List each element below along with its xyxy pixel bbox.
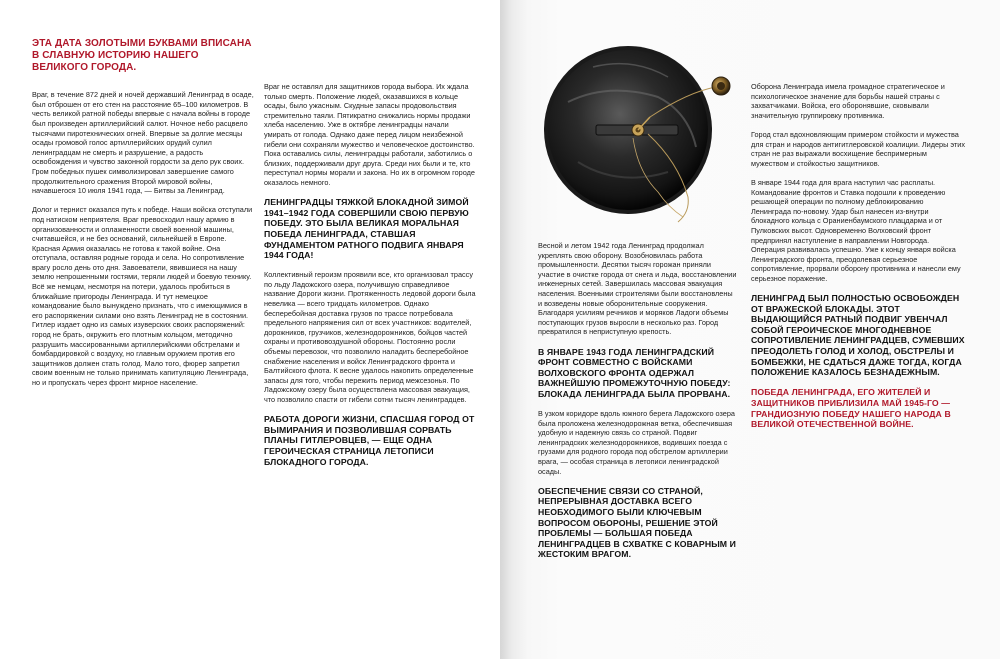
- pull-quote: ЛЕНИНГРАД БЫЛ ПОЛНОСТЬЮ ОСВОБОЖДЕН ОТ ВРАЖЕСКОЙ БЛОКАДЫ. ЭТОТ ВЫДАЮЩИЙСЯ РАТНЫЙ ПОДВИГ УВЕНЧАЛ СОБОЙ ГЕРОИЧЕСКОЕ МНОГОДНЕВНОЕ СОПРОТИВЛЕНИЕ ЛЕНИНГРАДЦЕВ, СУМЕВШИХ ПРЕОДОЛЕТЬ ГОЛОД И ХОЛОД, ОБСТРЕЛЫ И БОМБЕЖКИ, НЕ СДАТЬСЯ ДАЖЕ ТОГДА, КОГДА ПОЛОЖЕНИЕ КАЗАЛОСЬ БЕЗНАДЕЖНЫМ.: [751, 293, 965, 378]
- column-3: [538, 241, 738, 570]
- paragraph: Город стал вдохновляющим примером стойкости и мужества для стран и народов антигитлеровской коалиции. Лидеры этих стран не раз выражали восхищение беспримерным мужеством и стойкостью защитников.: [751, 129, 966, 168]
- blockade-loudspeaker-photo: [538, 22, 758, 232]
- paragraph: Долог и тернист оказался путь к победе. Наши войска отступали под натиском неприятеля. Враг превосходил нашу армию в организованности и оплаженности своей военной машины, считавшейся, и не без оснований, сильнейшей в Европе. Красная Армия оказалась не готова к такой войне. Она отступала, оставляя родные города и села. Но сопротивление врагу росло день ото дня. Завоеватели, явившиеся на нашу землю непрошенными гостями, теряли людей и боевую технику. Всё же немцам, несмотря на потери, удалось пробиться в ближайшие пригороды Ленинграда. И тут немецкое командование было вынуждено признать, что с имеющимися в его распоряжении силами оно взять Ленинград не в состоянии. Гитлер издает одно из самых изуверских своих распоряжений: город не брать, окружить его плотным кольцом, методично разрушить массированными артиллерийскими обстрелами и бомбардировкой с воздуху, но главным оружием против его защитников должен стать голод. Мало того, фюрер запретил своим военным не только принимать капитуляцию Ленинграда, но и пропускать через фронт мирное население.: [32, 205, 253, 388]
- paragraph: Оборона Ленинграда имела громадное стратегическое и психологическое значение для борьбы нашей страны с захватчиками. Войска, его оборонявшие, сковывали значительную группировку противника.: [751, 82, 945, 120]
- paragraph: Враг не оставлял для защитников города выбора. Их ждала только смерть. Положение людей, оказавшихся в кольце осады, было ужасным. Скудные запасы продовольствия стремительно таяли. Пятикратно снижались нормы продажи хлеба населению. Уже в октябре ленинградцы начали умирать от голода. Однако даже перед лицом неизбежной гибели они сохраняли мужество и человеческое достоинство. Пока оставались силы, ленинградцы работали, заботились о близких, поддерживали друг друга. Среди них были и те, кто переступал нормы морали и закона. Но их в огромном городе оказалось немного.: [264, 82, 475, 187]
- column-4: [751, 82, 965, 439]
- lead-red-heading: ЭТА ДАТА ЗОЛОТЫМИ БУКВАМИ ВПИСАНА В СЛАВНУЮ ИСТОРИЮ НАШЕГО ВЕЛИКОГО ГОРОДА.: [32, 38, 252, 74]
- loudspeaker-image: [538, 22, 758, 232]
- pull-quote: ОБЕСПЕЧЕНИЕ СВЯЗИ СО СТРАНОЙ, НЕПРЕРЫВНАЯ ДОСТАВКА ВСЕГО НЕОБХОДИМОГО БЫЛИ КЛЮЧЕВЫМ ВОПРОСОМ ОБОРОНЫ, РЕШЕНИЕ ЭТОЙ ПРОБЛЕМЫ — БОЛЬШАЯ ПОБЕДА ЛЕНИНГРАДЦЕВ В СХВАТКЕ С КОВАРНЫМ И ЖЕСТОКИМ ВРАГОМ.: [538, 485, 737, 560]
- paragraph: В узком коридоре вдоль южного берега Ладожского озера была проложена железнодорожная ветка, обеспечившая удобную и надежную связь со страной. Подвиг ленинградских железнодорожников, водивших поезда с грузами для родного города под обстрелом артиллерии врага, — особая страница в летописи ленинградской осады.: [538, 409, 735, 476]
- paragraph: Весной и летом 1942 года Ленинград продолжал укреплять свою оборону. Возобновилась работа промышленности. Десятки тысяч горожан приняли участие в очистке города от снега и льда, восстановлении инженерных сетей. Завершилась массовая эвакуация населения. Военными строителями были восстановлены и возведены новые оборонительные сооружения. Благодаря усилиям речников и моряков Ладоги объемы поступающих грузов выросли в несколько раз. Город превратился в неприступную крепость.: [538, 241, 737, 337]
- lead-red-closing: ПОБЕДА ЛЕНИНГРАДА, ЕГО ЖИТЕЛЕЙ И ЗАЩИТНИКОВ ПРИБЛИЗИЛА МАЙ 1945-ГО — ГРАНДИОЗНУЮ ПОБЕДУ НАШЕГО НАРОДА В ВЕЛИКОЙ ОТЕЧЕСТВЕННОЙ ВОЙНЕ.: [751, 387, 951, 430]
- paragraph: Коллективный героизм проявили все, кто организовал трассу по льду Ладожского озера, получившую справедливое название Дороги жизни. Протяженность ледовой дороги была невелика — всего тридцать километров. Однако бесперебойная доставка грузов по трассе потребовала предельного напряжения сил от всех участников: водителей, дорожников, грузчиков, железнодорожников, бойцов частей охраны и противовоздушной обороны. Постоянно росли объемы перевозок, что позволило наладить бесперебойное снабжение населения и войск Ленинградского фронта и Балтийского флота. К весне удалось накопить определенные запасы для того, чтобы пережить период межсезонья. По Ладожскому озеру была осуществлена массовая эвакуация, что позволило спасти от гибели сотни тысяч ленинградцев.: [264, 270, 476, 404]
- column-2: [264, 82, 477, 477]
- column-1: [32, 38, 254, 388]
- pull-quote: В ЯНВАРЕ 1943 ГОДА ЛЕНИНГРАДСКИЙ ФРОНТ СОВМЕСТНО С ВОЙСКАМИ ВОЛХОВСКОГО ФРОНТА ОДЕРЖАЛ ВАЖНЕЙШУЮ ПРОМЕЖУТОЧНУЮ ПОБЕДУ: БЛОКАДА ЛЕНИНГРАДА БЫЛА ПРОРВАНА.: [538, 346, 731, 399]
- paragraph: В январе 1944 года для врага наступил час расплаты. Командование фронтов и Ставка подошли к проведению решающей операции по полному деблокированию Ленинграда по-новому. Удар был нанесен из-внутри блокадного кольца с Ораниенбаумского плацдарма и от Пулковских высот. Одновременно Волховский фронт предпринял наступление в направлении Новгорода. Операция развивалась успешно. Уже к концу января войска Ленинградского фронта, преодолевая серьезное сопротивление, прорвали оборону противника и нанесли ему серьезное поражение.: [751, 177, 961, 283]
- pull-quote: ЛЕНИНГРАДЦЫ ТЯЖКОЙ БЛОКАДНОЙ ЗИМОЙ 1941–1942 ГОДА СОВЕРШИЛИ СВОЮ ПЕРВУЮ ПОБЕДУ. ЭТО БЫЛА ВЕЛИКАЯ МОРАЛЬНАЯ ПОБЕДА ЛЕНИНГРАДА, СТАВШАЯ ФУНДАМЕНТОМ РАТНОГО ПОДВИГА ЯНВАРЯ 1944 ГОДА!: [264, 197, 469, 261]
- pull-quote: РАБОТА ДОРОГИ ЖИЗНИ, СПАСШАЯ ГОРОД ОТ ВЫМИРАНИЯ И ПОЗВОЛИВШАЯ СОРВАТЬ ПЛАНЫ ГИТЛЕРОВЦЕВ, — ЕЩЕ ОДНА ГЕРОИЧЕСКАЯ СТРАНИЦА ЛЕТОПИСИ БЛОКАДНОГО ГОРОДА.: [264, 414, 475, 467]
- paragraph: Враг, в течение 872 дней и ночей державший Ленинград в осаде, был отброшен от его стен на расстояние 65–100 километров. В честь великой ратной победы впервые с начала войны в городе был произведен артиллерийский салют. Ночное небо расцвело тысячами пиротехнических огней. Впервые за долгие месяцы осады громовой голос артиллерийских орудий сулил ленинградцам не смерть и разрушение, а радость освобождения и чувство законной гордости за дело рук своих. Гром победных пушек символизировал завершение самого продолжительного сражения Второй мировой войны, начавшегося 10 июля 1941 года, — Битвы за Ленинград.: [32, 90, 254, 196]
